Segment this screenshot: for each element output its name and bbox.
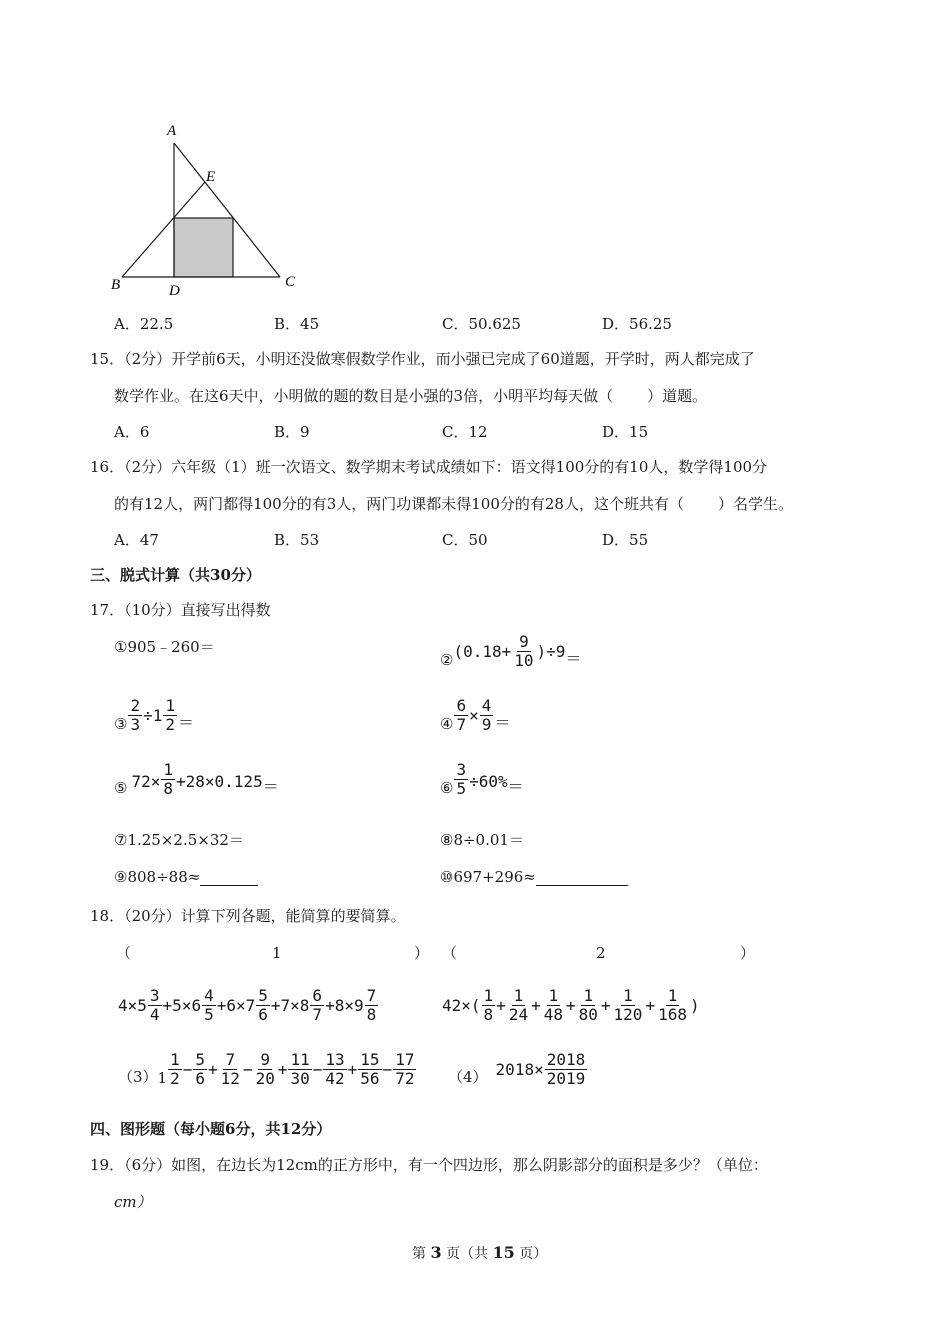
q17-item4-mark: ④ — [440, 715, 454, 733]
q18-e1-d5: 8 — [366, 1005, 377, 1024]
q18-e1-f1 — [148, 988, 162, 1023]
q18-part1-open: （ — [116, 944, 132, 962]
q18-e1-d1: 4 — [149, 1005, 160, 1024]
q18-e3-op2: + — [208, 1060, 218, 1079]
q15-line2-text: 数学作业。在这6天中，小明做的题的数目是小强的3倍，小明平均每天做（ — [114, 387, 614, 405]
q17-item5-pre: 72× — [131, 772, 161, 791]
footer-pre: 第 — [412, 1246, 426, 1262]
q16-line2-text: 的有12人，两门都得100分的有3人，两门功课都未得100分的有28人，这个班共有（ — [114, 495, 684, 513]
q18-e1-n4: 6 — [312, 986, 323, 1005]
q19-line2: cm） — [114, 1193, 152, 1211]
q18-e4-label: （4） — [448, 1068, 488, 1086]
label-e: E — [206, 169, 216, 185]
q18-e1-d3: 6 — [258, 1005, 268, 1024]
q18-e2-d6: 168 — [658, 1005, 687, 1024]
q18-e2-n5: 1 — [623, 986, 633, 1005]
q18-e3-op7: − — [382, 1060, 393, 1079]
q16-line1: 16．（2分）六年级（1）班一次语文、数学期末考试成绩如下：语文得100分的有10人，数学得100分 — [90, 458, 768, 476]
q18-e3-n5: 11 — [290, 1050, 310, 1069]
q17-item3-frac1 — [128, 698, 142, 733]
q18-e3-d4: 20 — [255, 1069, 275, 1088]
q18-e3-f2 — [193, 1052, 207, 1087]
label-d: D — [169, 283, 180, 299]
q18-e3-n3: 7 — [225, 1050, 236, 1069]
q18-e2-plus5: + — [645, 996, 656, 1015]
q15-line2 — [114, 385, 707, 406]
q18-expr2 — [442, 988, 700, 1023]
q17-item4-frac2 — [480, 698, 494, 733]
q17-item4-frac1 — [454, 698, 468, 733]
q19-line1: 19．（6分）如图，在边长为12cm的正方形中，有一个四边形，那么阴影部分的面积是多少？（单位： — [90, 1156, 768, 1174]
q17-item4-num1: 6 — [456, 696, 467, 715]
q18-e2-n3: 1 — [548, 986, 559, 1005]
q18-e2-d4: 80 — [578, 1005, 598, 1024]
q18-e2-plus1: + — [496, 996, 506, 1015]
q18-e3-d8: 72 — [395, 1069, 415, 1088]
q18-e2-f1 — [482, 988, 496, 1023]
q18-e3-n2: 5 — [195, 1050, 206, 1069]
q18-e1-t5: +8×9 — [325, 996, 364, 1015]
q17-item8: ⑧8÷0.01＝ — [440, 831, 524, 849]
q16-option-d: D．55 — [602, 531, 649, 549]
q15-option-d: D．15 — [602, 423, 649, 441]
q17-item3-mark: ③ — [114, 715, 128, 733]
q14-option-c: C．50.625 — [442, 315, 521, 333]
q18-e3-label: （3） — [118, 1068, 158, 1086]
q15-option-c: C．12 — [442, 423, 488, 441]
q18-e2-plus4: + — [600, 996, 611, 1015]
q18-e3-f3 — [219, 1052, 242, 1087]
q16-option-a: A．47 — [114, 531, 159, 549]
q17-item9-text: ⑨808÷88≈ — [114, 868, 201, 886]
q17-item2-mark: ② — [440, 651, 454, 669]
q17-item4-num2: 4 — [481, 696, 492, 715]
q18-e2-n6: 1 — [667, 986, 678, 1005]
q17-item5-num: 1 — [163, 760, 173, 779]
q17-item4-den1: 7 — [456, 715, 467, 734]
q17-item3-num1: 2 — [130, 696, 141, 715]
q17-item4-eq: ＝ — [494, 713, 511, 732]
q16-line2 — [114, 493, 793, 514]
q18-e3-d1: 2 — [170, 1069, 180, 1088]
q17-item3-den2: 2 — [165, 715, 175, 734]
q14-option-a: A．22.5 — [114, 315, 174, 333]
shaded-square — [174, 218, 233, 277]
q17-item6-den: 5 — [456, 779, 467, 798]
q18-title: 18．（20分）计算下列各题，能简算的要简算。 — [90, 907, 406, 925]
q17-item5-fraction — [161, 762, 175, 797]
label-a: A — [167, 123, 177, 139]
q17-item7: ⑦1.25×2.5×32＝ — [114, 831, 244, 849]
q18-expr1 — [118, 988, 379, 1023]
q17-item2-fraction — [512, 634, 535, 669]
q18-e1-n5: 7 — [366, 986, 377, 1005]
q18-e2-plus2: + — [531, 996, 541, 1015]
q17-item6-post: ÷60% — [469, 772, 508, 791]
q17-item4-op: × — [469, 706, 479, 725]
q18-expr3 — [118, 1052, 417, 1087]
q18-part2-close: ） — [740, 944, 756, 962]
q16-line2-end: ）名学生。 — [717, 495, 793, 513]
q18-e4-den: 2019 — [546, 1069, 586, 1088]
q17-item2-post: )÷9 — [536, 642, 566, 661]
q17-item10 — [440, 868, 628, 886]
q18-e4-num: 2018 — [546, 1050, 586, 1069]
q18-e2-post: ) — [689, 996, 700, 1015]
label-b: B — [111, 277, 121, 293]
q17-item3-num2: 1 — [165, 696, 175, 715]
q18-e3-n4: 9 — [260, 1050, 271, 1069]
q18-e4-fraction — [545, 1052, 588, 1087]
section4-heading: 四、图形题（每小题6分，共12分） — [90, 1120, 332, 1138]
q18-part2-number: 2 — [596, 944, 606, 962]
q18-e3-n7: 15 — [360, 1050, 380, 1069]
q18-e3-d2: 6 — [195, 1069, 206, 1088]
q16-option-b: B．53 — [274, 531, 320, 549]
q17-item5-mark: ⑤ — [114, 779, 128, 797]
q17-item4 — [440, 698, 510, 733]
q18-e3-lead: 1 — [157, 1069, 168, 1087]
q17-item2-num: 9 — [519, 632, 529, 651]
page-footer — [412, 1243, 547, 1263]
q17-item6-fraction — [454, 762, 468, 797]
q18-e1-t3: +6×7 — [216, 996, 256, 1015]
q18-e3-f1 — [168, 1052, 182, 1087]
q18-e1-n2: 4 — [204, 986, 214, 1005]
q18-part2-open: （ — [442, 944, 458, 962]
q18-e3-op3: − — [242, 1060, 253, 1079]
q18-e3-f8 — [393, 1052, 416, 1087]
q18-expr4 — [448, 1052, 588, 1087]
q14-option-b: B．45 — [274, 315, 320, 333]
q18-e1-f2 — [202, 988, 216, 1023]
q18-e3-d7: 56 — [360, 1069, 380, 1088]
q17-item3-op: ÷1 — [143, 706, 163, 725]
q17-item5 — [114, 762, 279, 797]
footer-post: 页） — [519, 1246, 548, 1262]
q17-item6-eq: ＝ — [507, 777, 524, 796]
q18-e2-f4 — [577, 988, 600, 1023]
q17-title: 17．（10分）直接写出得数 — [90, 601, 271, 619]
q17-item2 — [440, 634, 581, 669]
q18-e3-d5: 30 — [290, 1069, 310, 1088]
q17-item3-eq: ＝ — [178, 713, 195, 732]
q18-e1-d2: 5 — [204, 1005, 214, 1024]
q18-e2-f2 — [507, 988, 530, 1023]
q17-item6-mark: ⑥ — [440, 779, 454, 797]
section3-heading: 三、脱式计算（共30分） — [90, 566, 261, 584]
q17-item6-num: 3 — [456, 760, 467, 779]
q17-item2-eq: ＝ — [565, 649, 582, 668]
q18-e3-op6: + — [347, 1060, 358, 1079]
q14-option-d: D．56.25 — [602, 315, 672, 333]
q17-item4-den2: 9 — [481, 715, 492, 734]
q17-item5-eq: ＝ — [262, 777, 279, 796]
footer-mid: 页（共 — [446, 1246, 489, 1262]
q17-item9 — [114, 868, 258, 886]
q18-part1-close: ） — [414, 944, 430, 962]
q18-e2-plus3: + — [565, 996, 576, 1015]
q17-item3-frac2 — [163, 698, 177, 733]
q18-e1-f5 — [365, 988, 379, 1023]
q15-option-b: B．9 — [274, 423, 310, 441]
q17-item9-blank[interactable] — [200, 868, 258, 886]
q17-item3 — [114, 698, 194, 733]
q18-e2-f3 — [542, 988, 565, 1023]
label-c: C — [285, 274, 296, 290]
q16-option-c: C．50 — [442, 531, 488, 549]
q17-item2-den: 10 — [514, 651, 534, 670]
q18-e1-t1: 4×5 — [118, 996, 147, 1015]
q18-e1-n3: 5 — [258, 986, 268, 1005]
footer-total-pages: 15 — [492, 1243, 515, 1262]
q17-item1: ①905﹣260＝ — [114, 638, 215, 656]
q18-e3-op1: − — [182, 1060, 193, 1079]
q17-item3-den1: 3 — [130, 715, 141, 734]
q18-e2-d5: 120 — [613, 1005, 643, 1024]
q18-e1-f3 — [256, 988, 270, 1023]
q18-e1-t4: +7×8 — [270, 996, 310, 1015]
q18-e3-d6: 42 — [325, 1069, 345, 1088]
q17-item5-post: +28×0.125 — [176, 772, 263, 791]
q18-e3-f5 — [288, 1052, 311, 1087]
q18-e3-n8: 17 — [395, 1050, 415, 1069]
q18-e3-d3: 12 — [220, 1069, 240, 1088]
q15-line1: 15．（2分）开学前6天，小明还没做寒假数学作业，而小强已完成了60道题，开学时，两人都完成了 — [90, 350, 755, 368]
q18-e2-n2: 1 — [513, 986, 524, 1005]
q15-option-a: A．6 — [114, 423, 150, 441]
q18-e2-d1: 8 — [483, 1005, 494, 1024]
q18-e4-pre: 2018× — [495, 1060, 544, 1079]
q17-item5-den: 8 — [163, 779, 173, 798]
q18-e2-f6 — [656, 988, 689, 1023]
footer-page-number: 3 — [430, 1243, 442, 1262]
q18-e2-n4: 1 — [583, 986, 594, 1005]
q18-e2-d3: 48 — [543, 1005, 563, 1024]
q18-e3-op4: + — [277, 1060, 288, 1079]
q18-e3-n1: 1 — [170, 1050, 180, 1069]
q18-e1-d4: 7 — [312, 1005, 323, 1024]
q18-e1-f4 — [310, 988, 324, 1023]
q15-line2-end: ）道题。 — [647, 387, 708, 405]
q18-e2-d2: 24 — [508, 1005, 529, 1024]
q18-e3-f6 — [323, 1052, 346, 1087]
q18-e1-t2: +5×6 — [162, 996, 202, 1015]
q18-e3-n6: 13 — [325, 1050, 345, 1069]
q18-e3-f4 — [254, 1052, 277, 1087]
q18-e3-f7 — [358, 1052, 381, 1087]
triangle-figure — [100, 115, 320, 305]
q18-e1-n1: 3 — [149, 986, 160, 1005]
q18-e3-op5: − — [312, 1060, 323, 1079]
q17-item6 — [440, 762, 524, 797]
q18-part1-number: 1 — [272, 944, 282, 962]
q18-e2-n1: 1 — [483, 986, 494, 1005]
q17-item2-pre: (0.18+ — [453, 642, 512, 661]
q17-item10-text: ⑩697+296≈ — [440, 868, 536, 886]
q17-item10-blank[interactable] — [536, 868, 628, 886]
q18-e2-f5 — [612, 988, 645, 1023]
q18-e2-pre: 42×( — [442, 996, 481, 1015]
